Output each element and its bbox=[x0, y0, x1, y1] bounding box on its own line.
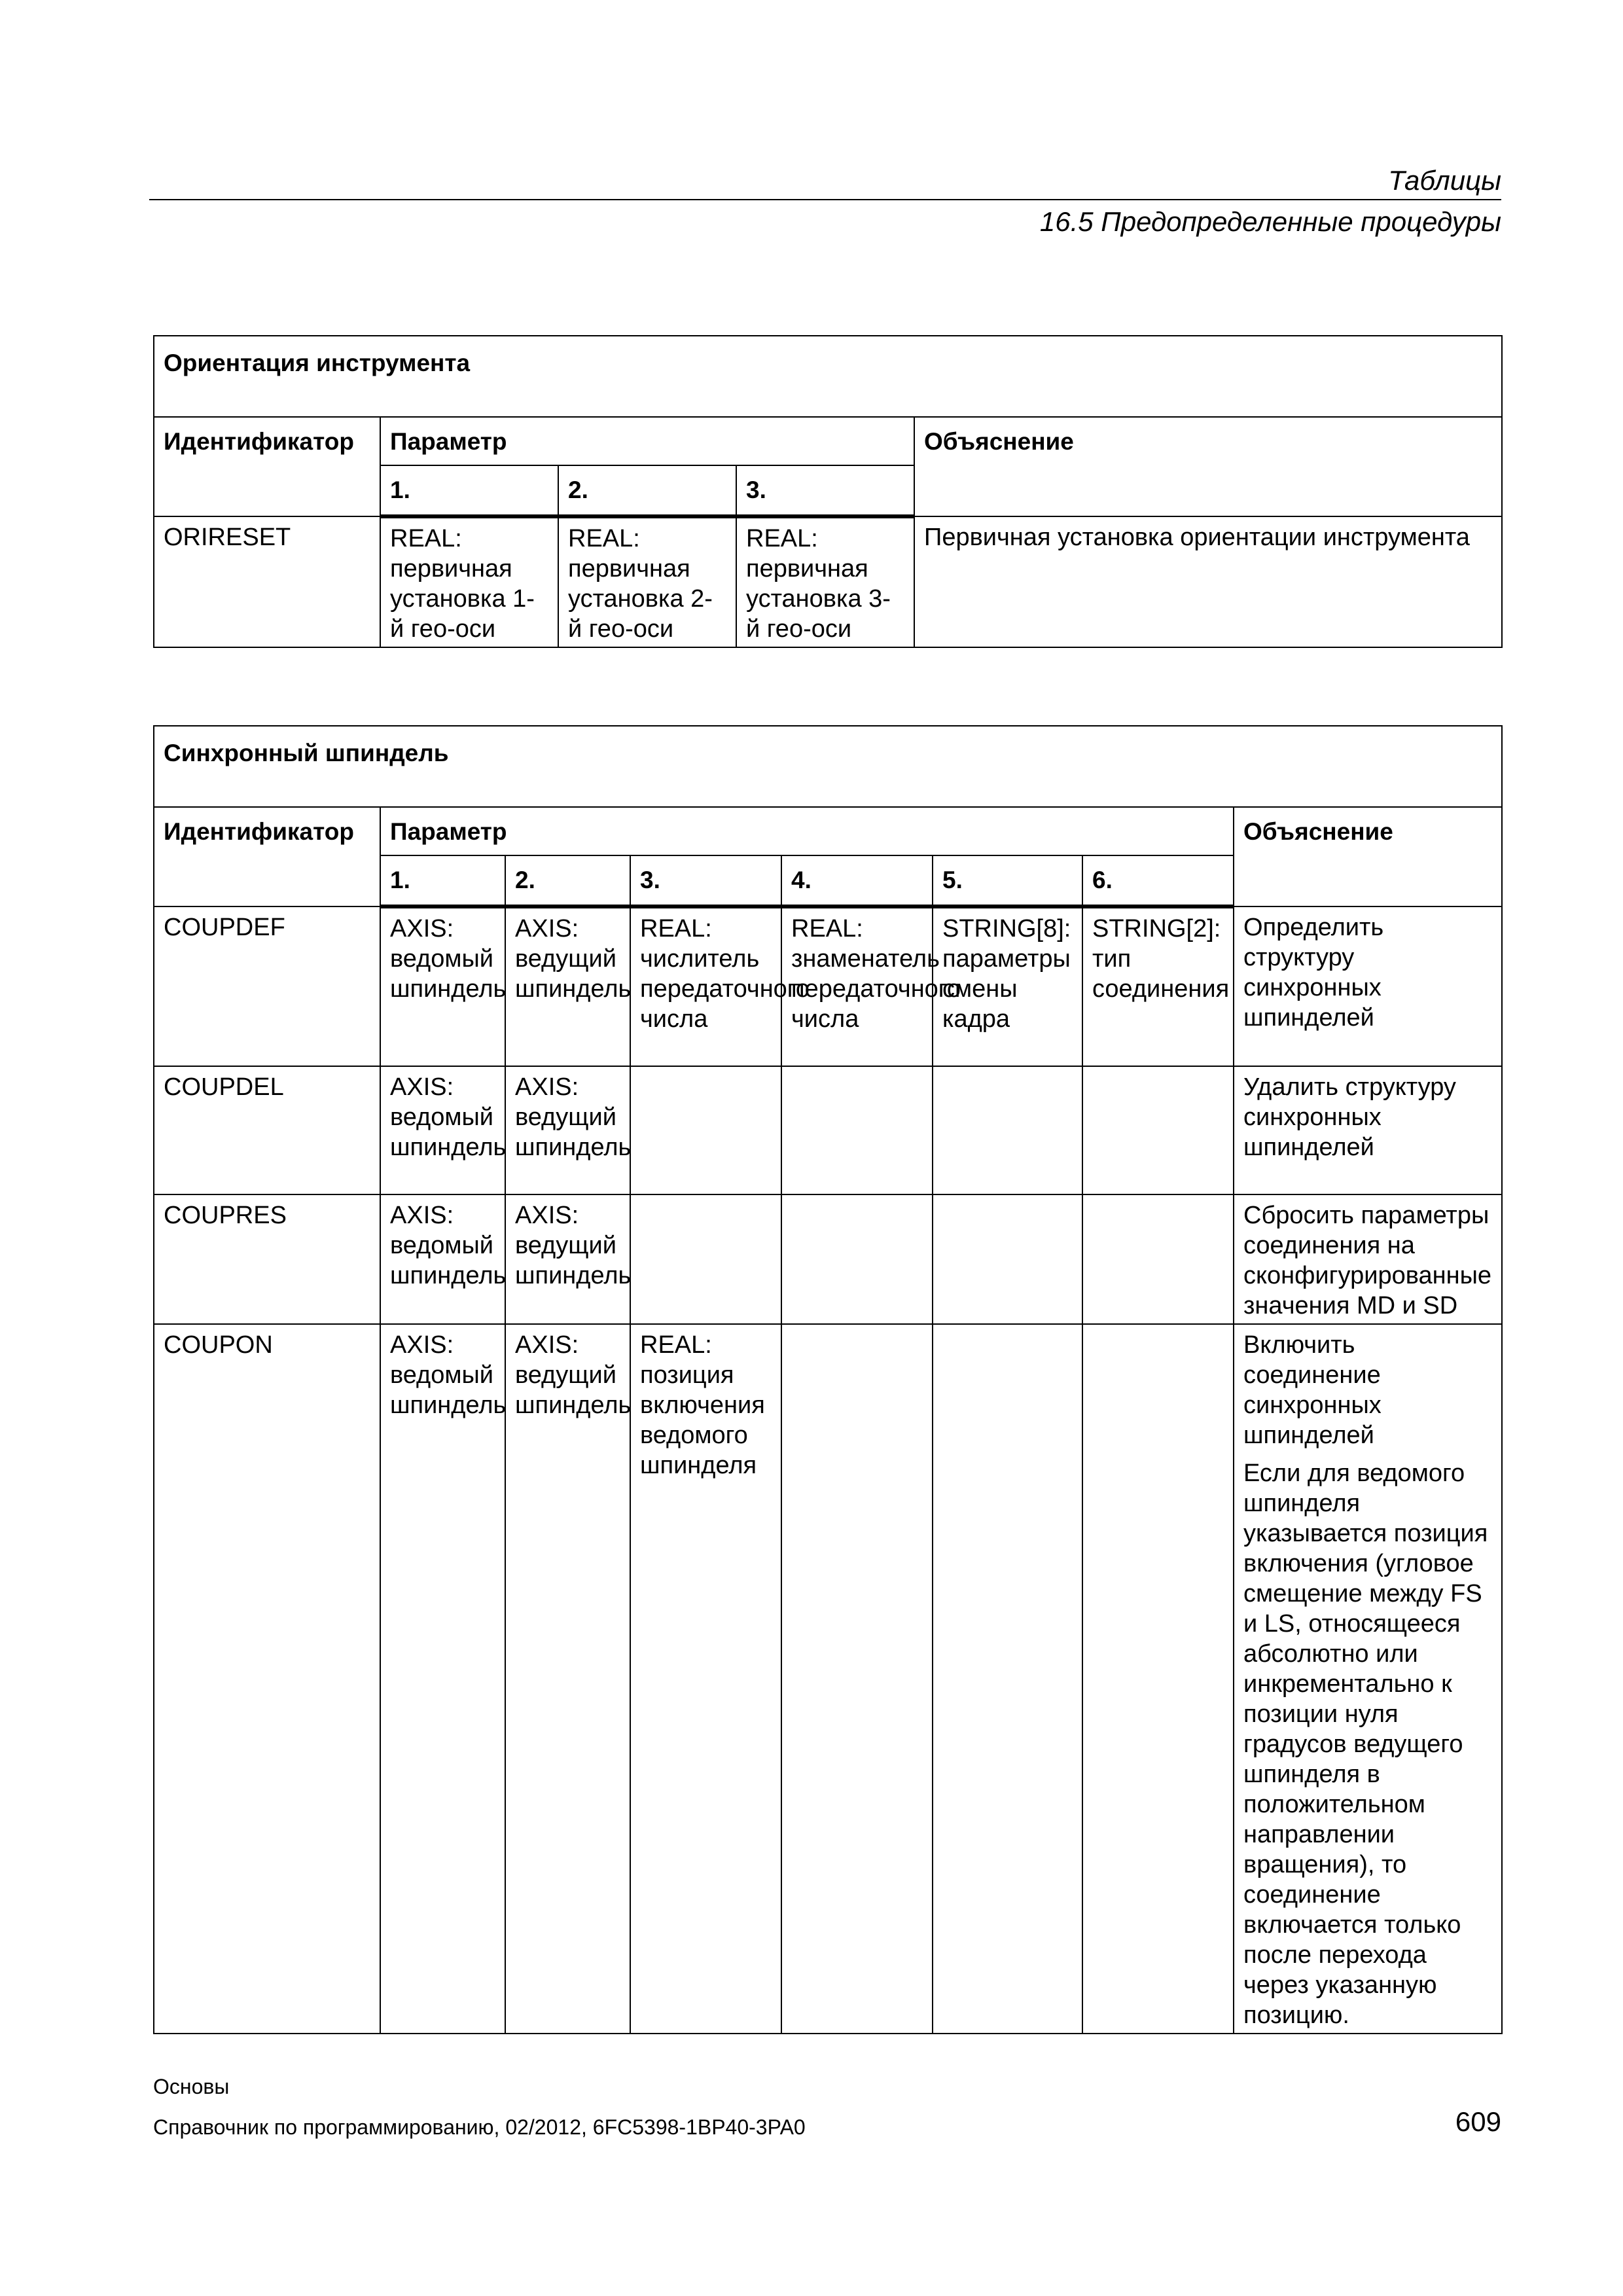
table-row bbox=[154, 1066, 1502, 1194]
param-cell: AXIS: ведомый шпиндель bbox=[380, 1324, 505, 2034]
param-cell: AXIS: ведущий шпиндель bbox=[505, 1324, 630, 2034]
param-cell bbox=[1082, 1324, 1234, 2034]
param-number: 4. bbox=[781, 855, 933, 906]
table-title: Синхронный шпиндель bbox=[154, 726, 1502, 807]
param-cell: REAL: первичная установка 3-й гео-оси bbox=[736, 516, 914, 647]
footer-manual-info: Справочник по программированию, 02/2012, 6FC5398-1BP40-3PA0 bbox=[153, 2115, 806, 2139]
param-cell: REAL: первичная установка 2-й гео-оси bbox=[558, 516, 736, 647]
table-row bbox=[154, 1324, 1502, 2034]
table-row bbox=[154, 516, 1502, 647]
running-header-chapter: Таблицы bbox=[1388, 165, 1501, 196]
synchronous-spindle-table bbox=[153, 725, 1503, 2034]
param-cell bbox=[1082, 1066, 1234, 1194]
column-header-parameter: Параметр bbox=[380, 807, 1234, 855]
param-cell: REAL: числитель передаточного числа bbox=[630, 906, 781, 1066]
identifier-cell: COUPON bbox=[154, 1324, 380, 2034]
param-number: 2. bbox=[505, 855, 630, 906]
param-cell: REAL: знаменатель передаточного числа bbox=[781, 906, 933, 1066]
explanation-cell: Определить структуру синхронных шпинделей bbox=[1234, 906, 1502, 1066]
param-cell bbox=[781, 1324, 933, 2034]
explanation-cell bbox=[1234, 1324, 1502, 2034]
column-header-identifier: Идентификатор bbox=[154, 417, 380, 516]
identifier-cell: ORIRESET bbox=[154, 516, 380, 647]
param-cell bbox=[933, 1194, 1082, 1324]
param-cell: REAL: первичная установка 1-й гео-оси bbox=[380, 516, 558, 647]
tool-orientation-table bbox=[153, 335, 1503, 648]
param-cell: AXIS: ведущий шпиндель bbox=[505, 1194, 630, 1324]
column-header-identifier: Идентификатор bbox=[154, 807, 380, 906]
param-cell: STRING[8]: параметры смены кадра bbox=[933, 906, 1082, 1066]
param-number: 5. bbox=[933, 855, 1082, 906]
identifier-cell: COUPRES bbox=[154, 1194, 380, 1324]
param-number: 2. bbox=[558, 465, 736, 516]
param-cell: AXIS: ведомый шпиндель bbox=[380, 1194, 505, 1324]
footer-book-title: Основы bbox=[153, 2075, 230, 2098]
explanation-cell: Сбросить параметры соединения на сконфигурированные значения MD и SD bbox=[1234, 1194, 1502, 1324]
param-cell bbox=[781, 1066, 933, 1194]
param-cell bbox=[1082, 1194, 1234, 1324]
param-cell bbox=[630, 1066, 781, 1194]
explanation-cell: Первичная установка ориентации инструмента bbox=[914, 516, 1502, 647]
header-divider bbox=[149, 199, 1501, 200]
column-header-explanation: Объяснение bbox=[914, 417, 1502, 516]
identifier-cell: COUPDEL bbox=[154, 1066, 380, 1194]
param-cell: AXIS: ведомый шпиндель bbox=[380, 906, 505, 1066]
explanation-cell: Удалить структуру синхронных шпинделей bbox=[1234, 1066, 1502, 1194]
page-number: 609 bbox=[1455, 2106, 1501, 2137]
param-number: 3. bbox=[630, 855, 781, 906]
identifier-cell: COUPDEF bbox=[154, 906, 380, 1066]
table-row bbox=[154, 906, 1502, 1066]
running-header-section: 16.5 Предопределенные процедуры bbox=[1039, 206, 1501, 237]
column-header-explanation: Объяснение bbox=[1234, 807, 1502, 906]
param-number: 6. bbox=[1082, 855, 1234, 906]
param-number: 3. bbox=[736, 465, 914, 516]
param-number: 1. bbox=[380, 465, 558, 516]
explanation-note: Если для ведомого шпинделя указывается позиция включения (угловое смещение между FS и LS, относящееся абсолютно или инкрементально к позиции нуля градусов ведущего шпинделя в положительном направлении вращения), то соединение включается только после перехода через указанную позицию. bbox=[1243, 1460, 1488, 2029]
param-cell: REAL: позиция включения ведомого шпинделя bbox=[630, 1324, 781, 2034]
param-cell: AXIS: ведущий шпиндель bbox=[505, 906, 630, 1066]
column-header-parameter: Параметр bbox=[380, 417, 914, 465]
table-row bbox=[154, 1194, 1502, 1324]
param-cell bbox=[933, 1324, 1082, 2034]
param-cell bbox=[781, 1194, 933, 1324]
param-number: 1. bbox=[380, 855, 505, 906]
param-cell bbox=[933, 1066, 1082, 1194]
param-cell: STRING[2]: тип соединения bbox=[1082, 906, 1234, 1066]
explanation-text: Включить соединение синхронных шпинделей bbox=[1243, 1331, 1382, 1449]
table-title: Ориентация инструмента bbox=[154, 336, 1502, 417]
param-cell: AXIS: ведомый шпиндель bbox=[380, 1066, 505, 1194]
param-cell: AXIS: ведущий шпиндель bbox=[505, 1066, 630, 1194]
param-cell bbox=[630, 1194, 781, 1324]
